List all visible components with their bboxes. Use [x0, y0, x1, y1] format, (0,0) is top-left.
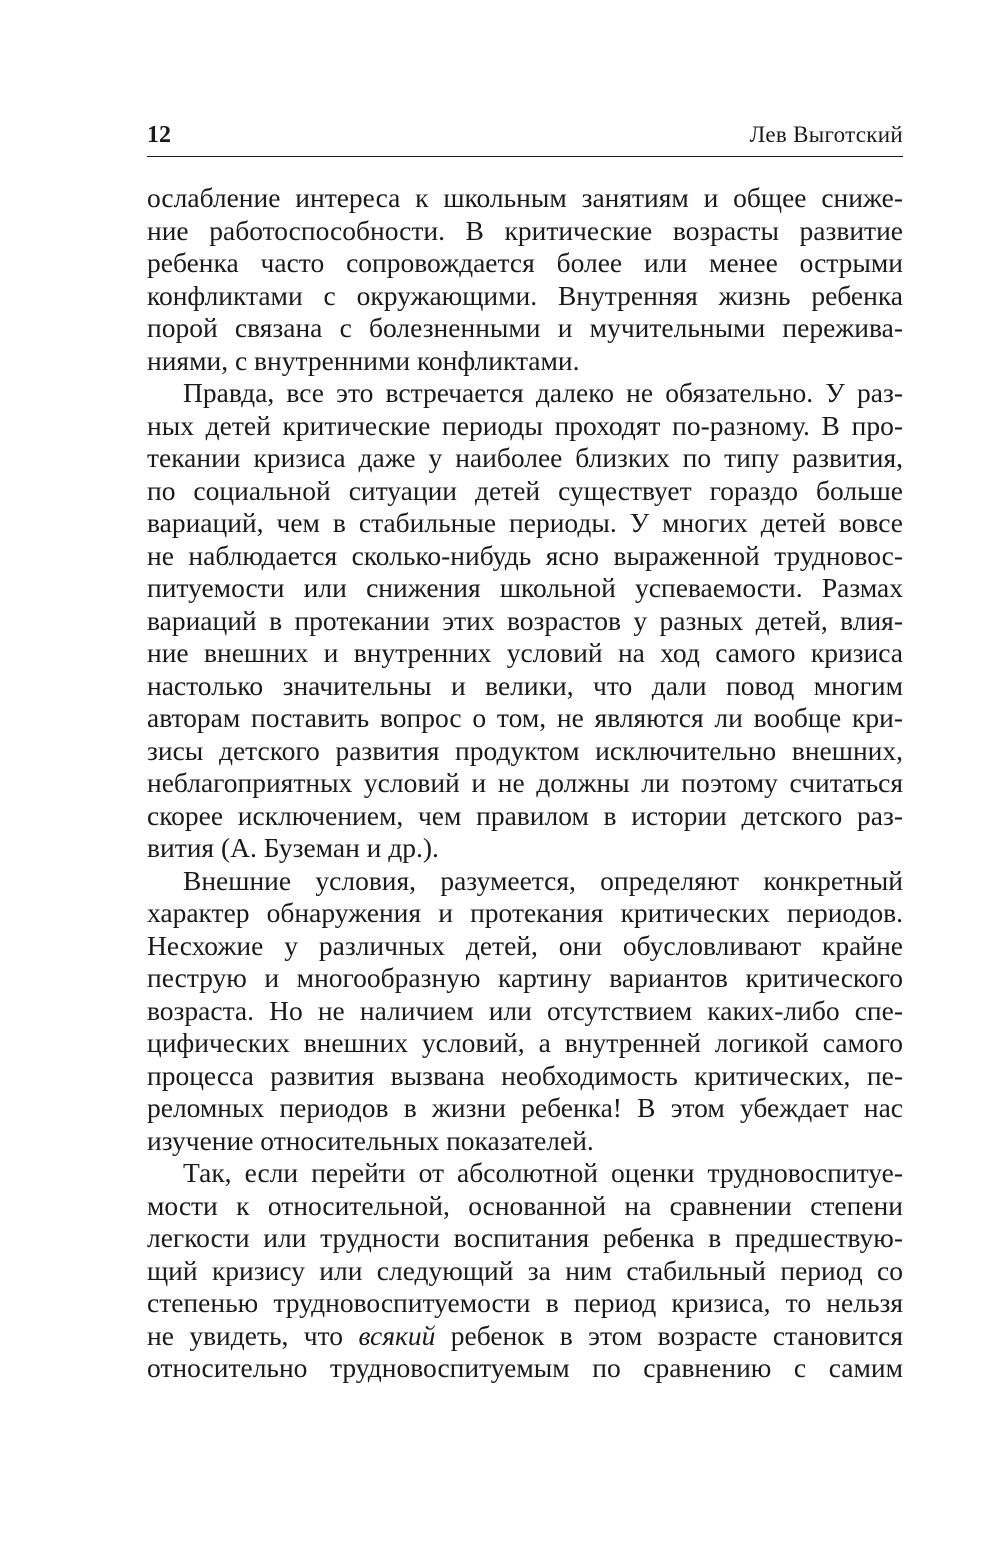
text-line: степенью трудновоспитуемости в период кризиса, то нельзя: [147, 1287, 903, 1318]
text-line: возраста. Но не наличием или отсутствием каких-либо спе-: [147, 994, 903, 1026]
text-line: текании кризиса даже у наиболее близких по типу развития,: [147, 442, 903, 473]
running-head: [147, 120, 903, 157]
text-line: реломных периодов в жизни ребенка! В этом убеждает нас: [147, 1092, 903, 1123]
text-line: цифических внешних условий, а внутренней логикой самого: [147, 1027, 903, 1058]
text-line: скорее исключением, чем правилом в истории детского раз-: [147, 799, 903, 831]
text-line: вития (А. Буземан и др.).: [147, 832, 439, 863]
running-title: Лев Выготский: [749, 122, 903, 147]
text-line: вариаций, чем в стабильные периоды. У многих детей вовсе: [147, 507, 903, 538]
text-line: относительно трудновоспитуемым по сравнению с самим: [147, 1352, 903, 1383]
text-fragment: не увидеть, что: [147, 1319, 359, 1351]
text-line: Так, если перейти от абсолютной оценки трудновоспитуе-: [183, 1157, 903, 1188]
text-line: зисы детского развития продуктом исключительно внешних,: [147, 734, 903, 766]
text-line: не наблюдается сколько-нибудь ясно выраженной трудновос-: [147, 539, 903, 571]
text-line: ниями, с внутренними конфликтами.: [147, 344, 580, 376]
text-line: конфликтами с окружающими. Внутренняя жизнь ребенка: [147, 279, 903, 311]
text-fragment: ребенок в этом возрасте становится: [435, 1319, 903, 1351]
text-line: легкости или трудности воспитания ребенка в предшествую-: [147, 1222, 903, 1253]
text-line: ослабление интереса к школьным занятиям и общее сниже-: [147, 182, 903, 213]
text-line: щий кризису или следующий за ним стабильный период со: [147, 1254, 903, 1286]
text-line: питуемости или снижения школьной успеваемости. Размах: [147, 572, 903, 603]
text-line: Несхожие у различных детей, они обусловливают крайне: [147, 929, 903, 961]
text-line: пеструю и многообразную картину вариантов критического: [147, 962, 903, 993]
text-line: неблагоприятных условий и не должны ли поэтому считаться: [147, 767, 903, 798]
text-line: мости к относительной, основанной на сравнении степени: [147, 1189, 903, 1221]
text-line: по социальной ситуации детей существует гораздо больше: [147, 474, 903, 506]
page-number: 12: [147, 122, 171, 148]
text-line: характер обнаружения и протекания критических периодов.: [147, 897, 903, 928]
text-line: ние работоспособности. В критические возрасты развитие: [147, 214, 903, 246]
text-line: ние внешних и внутренних условий на ход самого кризиса: [147, 637, 903, 668]
text-line: настолько значительны и велики, что дали повод многим: [147, 669, 903, 701]
text-line: вариаций в протекании этих возрастов у разных детей, влия-: [147, 604, 903, 636]
body-text: [147, 182, 903, 1385]
text-line: Внешние условия, разумеется, определяют конкретный: [183, 864, 903, 896]
text-line: авторам поставить вопрос о том, не являются ли вообще кри-: [147, 702, 903, 733]
text-line: порой связана с болезненными и мучительными пережива-: [147, 312, 903, 343]
text-line-with-emphasis: [147, 1320, 903, 1353]
text-line: Правда, все это встречается далеко не обязательно. У раз-: [183, 377, 903, 408]
emphasized-word: всякий: [358, 1319, 436, 1351]
text-line: процесса развития вызвана необходимость критических, пе-: [147, 1059, 903, 1091]
text-line: изучение относительных показателей.: [147, 1124, 594, 1156]
text-line: ребенка часто сопровождается более или менее острыми: [147, 247, 903, 278]
text-line: ных детей критические периоды проходят по-разному. В про-: [147, 409, 903, 441]
